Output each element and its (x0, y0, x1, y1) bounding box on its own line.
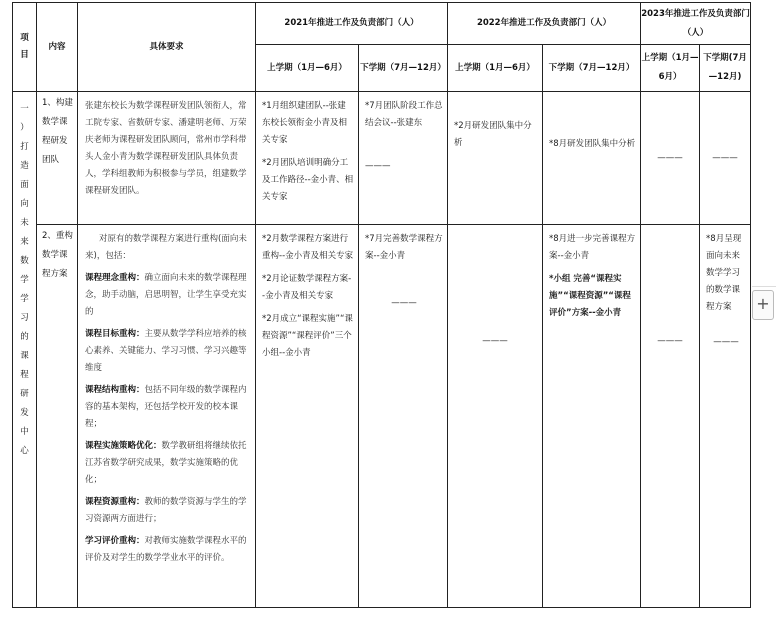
requirement-label: 课程目标重构： (85, 329, 145, 339)
header-year-2021: 2021年推进工作及负责部门（人） (256, 3, 448, 45)
requirement-text: 对教师实施数学课程水平的评价及对学生的数学学业水平的评价。 (85, 536, 247, 563)
cell-dash: ——— (365, 161, 391, 171)
vertical-char: 造 (20, 161, 29, 171)
plan-table (12, 2, 751, 608)
table-row (13, 92, 751, 225)
cell-2022-h1 (448, 92, 543, 225)
vertical-char: 来 (20, 237, 29, 247)
vertical-char: 学 (50, 250, 60, 260)
vertical-char: 2、重 (42, 231, 65, 241)
cell-text: *2月论证数学课程方案--金小青及相关专家 (262, 274, 352, 301)
requirements-cell (78, 225, 256, 608)
header-item (13, 3, 37, 92)
cell-text: *8月进一步完善课程方案--金小青 (549, 234, 636, 261)
vertical-char: 面 (20, 180, 29, 190)
requirement-label: 课程结构重构： (85, 385, 145, 395)
header-content (37, 3, 78, 92)
requirements-cell (78, 92, 256, 225)
vertical-char: 研 (20, 389, 29, 399)
vertical-char: 习 (20, 313, 29, 323)
content-cell (37, 225, 78, 608)
requirement-item (85, 533, 250, 567)
vertical-char: 课 (20, 351, 29, 361)
vertical-char: 1、构 (42, 98, 65, 108)
vertical-char: 队 (50, 155, 60, 165)
vertical-char: 数 (42, 250, 51, 260)
cell-2023-h2: ——— (700, 92, 751, 225)
content-vertical-text (42, 227, 75, 284)
header-requirements-label: 具体要求 (149, 41, 184, 52)
table-row (13, 225, 751, 608)
cell-text: *2月成立“课程实施”“课程资源”“课程评价”三个小组--金小青 (262, 314, 353, 358)
requirements-intro: 对原有的数学课程方案进行重构(面向未来)，包括： (85, 234, 247, 261)
cell-text: *8月研发团队集中分析 (549, 139, 636, 149)
content-cell (37, 92, 78, 225)
cell-dash: ——— (713, 337, 739, 347)
header-2021-h2: 下学期（7月—12月） (359, 45, 448, 92)
cell-dash: ——— (391, 298, 417, 308)
vertical-char: 课 (59, 250, 68, 260)
requirement-text: 包括不同年级的数学课程内容的基本架构，还包括学校开发的校本课程； (85, 385, 247, 429)
requirement-label: 课程实施策略优化： (85, 441, 162, 451)
header-2023-h2: 下学期(7月—12月) (700, 45, 751, 92)
add-button[interactable]: + (752, 290, 774, 320)
requirement-text: 主要从数学学科应培养的核心素养、关键能力、学习习惯、学习兴趣等维度 (85, 329, 247, 373)
header-year-2022: 2022年推进工作及负责部门（人） (448, 3, 641, 45)
requirement-label: 课程理念重构： (85, 273, 145, 283)
cell-2021-h2 (359, 225, 448, 608)
cell-text: *7月完善数学课程方案--金小青 (365, 234, 443, 261)
vertical-char: 一 (20, 104, 29, 114)
cell-2023-h1: ——— (641, 225, 700, 608)
header-item-label: 项 目 (20, 33, 29, 60)
header-requirements (78, 3, 256, 92)
header-2022-h1: 上学期（1月—6月） (448, 45, 543, 92)
panel-divider (752, 286, 776, 287)
vertical-char: 数 (42, 117, 51, 127)
vertical-char: 课 (59, 117, 68, 127)
vertical-char: 程 (42, 269, 51, 279)
vertical-char: 中 (20, 427, 29, 437)
header-content-label: 内容 (48, 41, 66, 52)
item-vertical-text (13, 100, 36, 461)
cell-2022-h2 (543, 225, 641, 608)
cell-text: *7月团队阶段工作总结会议--张建东 (365, 101, 443, 128)
cell-text: *8月呈现面向未来数学学习的数学课程方案 (706, 234, 742, 312)
cell-2023-h1: ——— (641, 92, 700, 225)
cell-text: *2月研发团队集中分析 (454, 121, 532, 148)
vertical-char: ） (20, 123, 29, 133)
vertical-char: 构 (64, 231, 73, 241)
header-year-2023: 2023年推进工作及负责部门（人） (641, 3, 751, 45)
requirements-text: 张建东校长为数学课程研发团队领衔人，常工院专家、省数研专家、潘建明老师、万荣庆老师为课程研发团队顾问，常州市学科带头人金小青为数学课程研发团队具体负责人，学科组教师为积极参与学员，组建数学课程研发团队。 (85, 101, 247, 196)
vertical-char: 研 (50, 136, 60, 146)
vertical-char: 建 (64, 98, 73, 108)
requirement-label: 学习评价重构： (85, 536, 145, 546)
requirement-text: 确立面向未来的数学课程理念，助手动脑，启思明智，让学生享受充实的 (85, 273, 247, 317)
requirement-item (85, 494, 250, 528)
vertical-char: 数 (20, 256, 29, 266)
vertical-char: 发 (20, 408, 29, 418)
cell-text: *小组 完善“课程实施”“课程资源”“课程评价”方案--金小青 (549, 274, 631, 318)
item-cell (13, 92, 37, 608)
cell-text: *1月组织建团队--张建东校长领衔金小青及相关专家 (262, 101, 348, 145)
cell-text: *2月数学课程方案进行重构--金小青及相关专家 (262, 234, 354, 261)
cell-2021-h1 (256, 225, 359, 608)
requirement-item (85, 326, 250, 377)
vertical-char: 程 (20, 370, 29, 380)
vertical-char: 未 (20, 218, 29, 228)
cell-2022-h2 (543, 92, 641, 225)
header-2021-h1: 上学期（1月—6月） (256, 45, 359, 92)
cell-text: *2月团队培训明确分工及工作路径--金小青、相关专家 (262, 158, 354, 202)
requirement-item (85, 270, 250, 321)
requirement-item (85, 382, 250, 433)
requirement-text: 数学教研组将继续依托江苏省数学研究成果，数学实施策略的优化； (85, 441, 247, 485)
vertical-char: 发 (59, 136, 68, 146)
cell-2021-h2 (359, 92, 448, 225)
vertical-char: 的 (20, 332, 29, 342)
vertical-char: 学 (50, 117, 60, 127)
vertical-char: 打 (20, 142, 29, 152)
vertical-char: 学 (20, 275, 29, 285)
header-2022-h2: 下学期（7月—12月） (543, 45, 641, 92)
vertical-char: 案 (59, 269, 68, 279)
requirement-label: 课程资源重构： (85, 497, 145, 507)
vertical-char: 方 (50, 269, 60, 279)
cell-2023-h2 (700, 225, 751, 608)
vertical-char: 向 (20, 199, 29, 209)
header-2023-h1: 上学期（1月—6月） (641, 45, 700, 92)
requirement-item (85, 438, 250, 489)
vertical-char: 团 (42, 155, 51, 165)
cell-2021-h1 (256, 92, 359, 225)
vertical-char: 程 (42, 136, 51, 146)
vertical-char: 学 (20, 294, 29, 304)
cell-2022-h1: ——— (448, 225, 543, 608)
vertical-char: 心 (20, 446, 29, 456)
requirement-text: 教师的数学资源与学生的学习资源两方面进行； (85, 497, 247, 524)
content-vertical-text (42, 94, 75, 170)
